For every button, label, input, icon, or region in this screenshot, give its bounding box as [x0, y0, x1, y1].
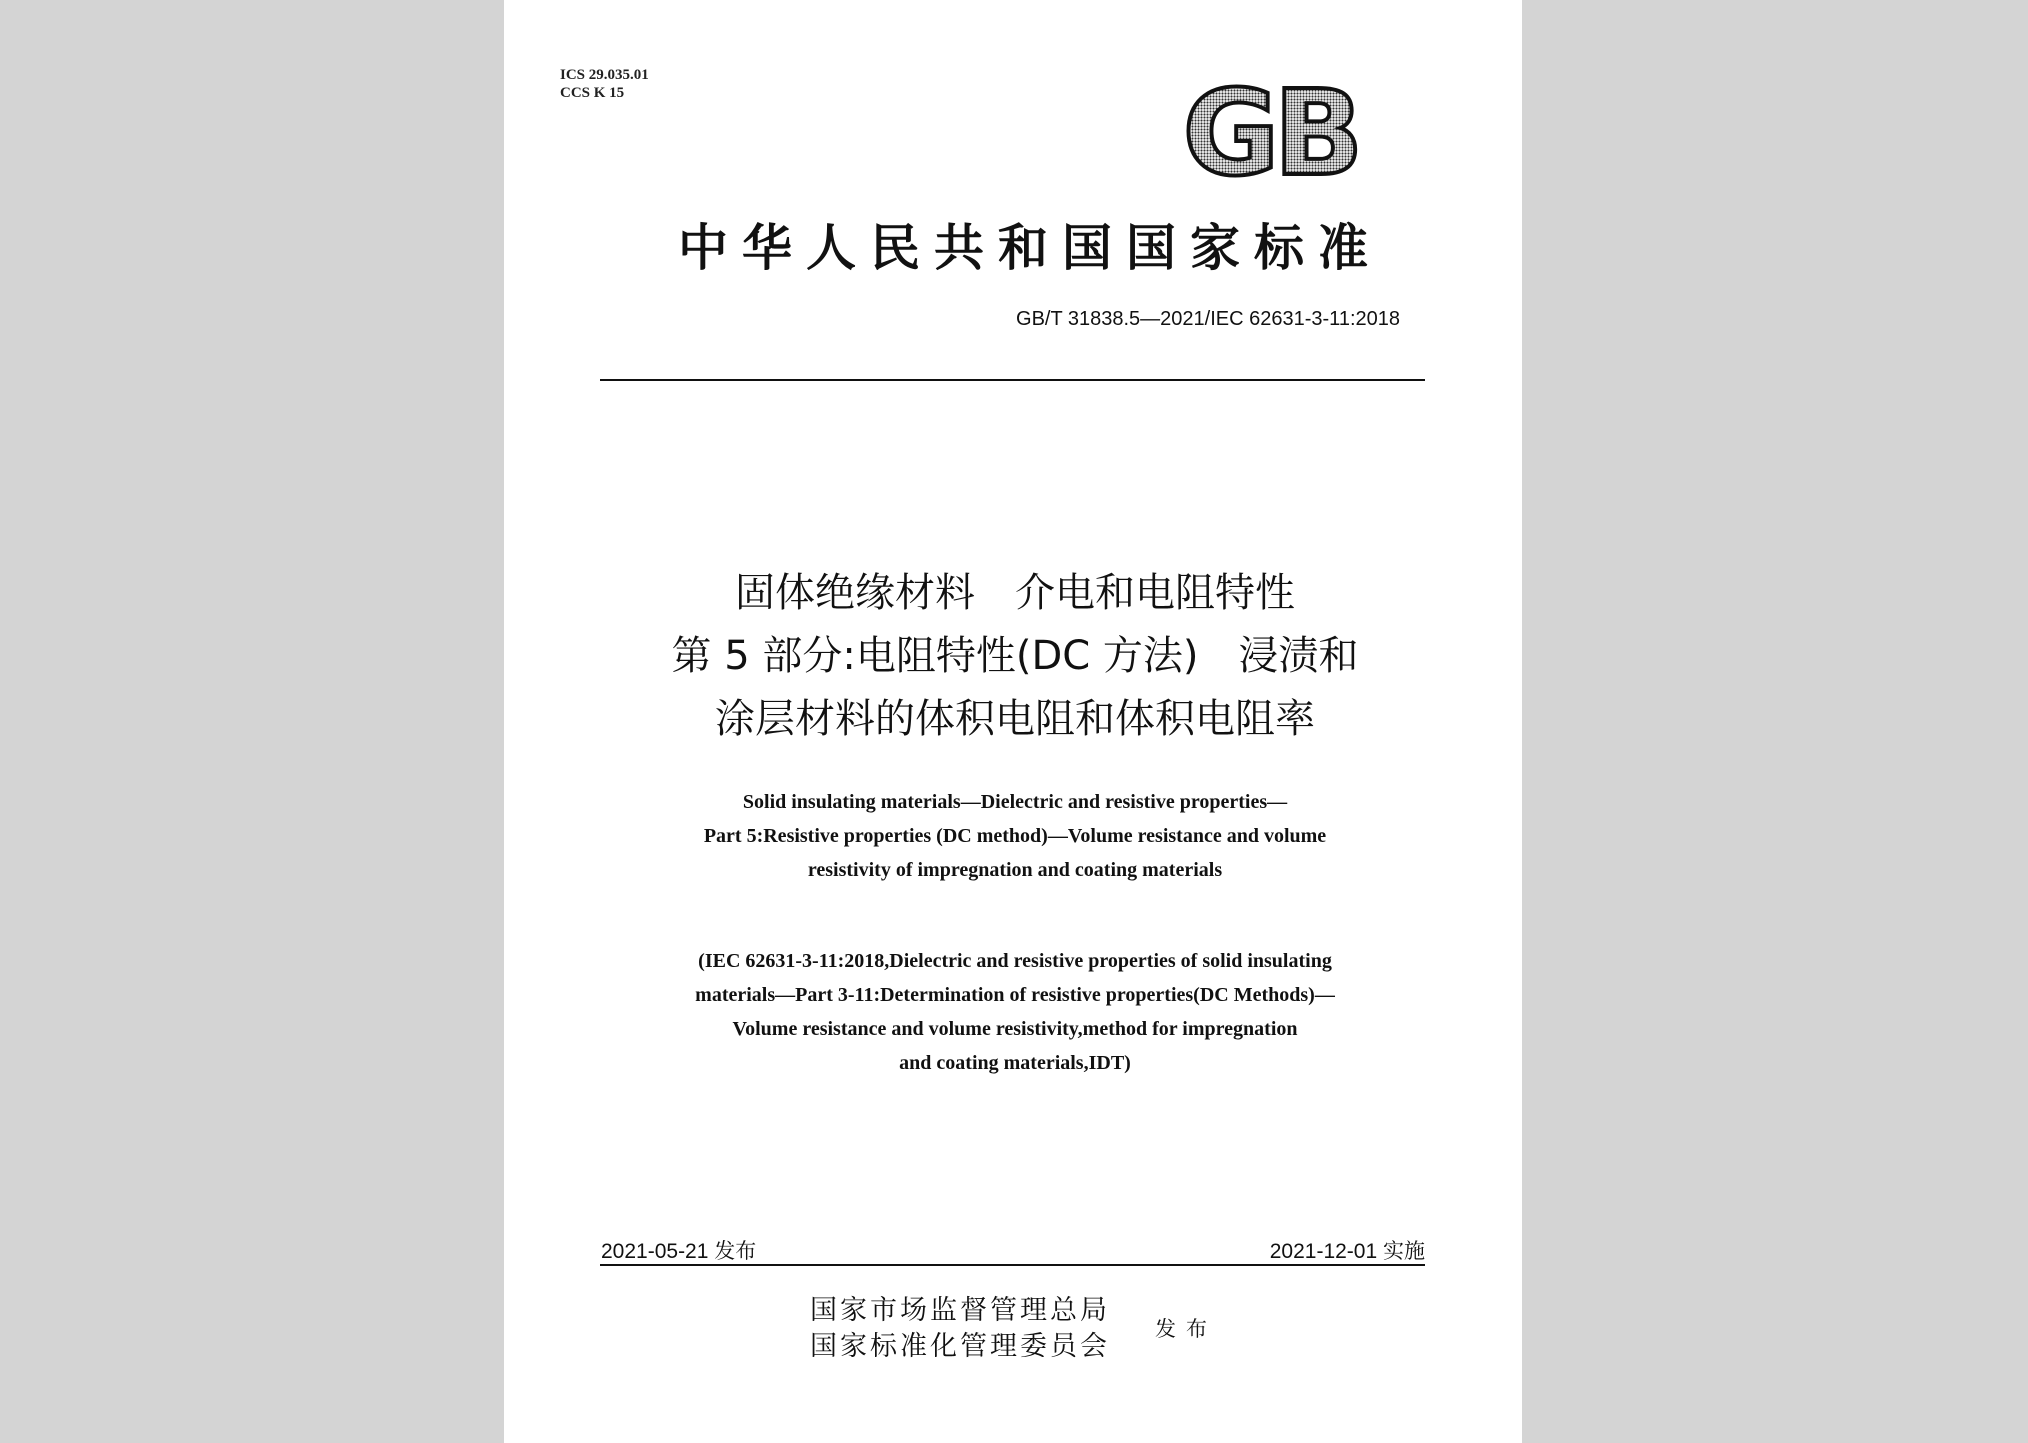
- issuer-sac: 国家标准化管理委员会: [810, 1331, 1110, 1362]
- gb-logo-text: GB: [1182, 80, 1358, 185]
- issuing-organizations: [810, 1293, 1110, 1365]
- iec-reference: [560, 944, 1470, 1080]
- issue-date: 2021-05-21 发布: [601, 1240, 757, 1263]
- bottom-divider: [600, 1264, 1425, 1266]
- iec-reference-line-2: materials—Part 3-11:Determination of resistive properties(DC Methods)—: [695, 984, 1335, 1006]
- ics-code: ICS 29.035.01: [560, 67, 649, 83]
- iec-reference-line-3: Volume resistance and volume resistivity,method for impregnation: [732, 1018, 1298, 1040]
- chinese-title: [520, 562, 1510, 751]
- classification-codes: [560, 66, 649, 102]
- gb-logo: [1170, 80, 1375, 185]
- implementation-date: 2021-12-01 实施: [1269, 1240, 1425, 1263]
- chinese-title-line-2: 第 5 部分:电阻特性(DC 方法) 浸渍和: [671, 633, 1359, 679]
- chinese-title-line-3: 涂层材料的体积电阻和体积电阻率: [715, 696, 1315, 742]
- iec-reference-line-4: and coating materials,IDT): [899, 1052, 1131, 1074]
- top-divider: [600, 379, 1425, 381]
- english-title-line-3: resistivity of impregnation and coating materials: [807, 859, 1223, 881]
- english-title: [560, 785, 1470, 887]
- iec-reference-line-1: (IEC 62631-3-11:2018,Dielectric and resistive properties of solid insulating: [698, 950, 1332, 972]
- national-standard-title: 中华人民共和国国家标准: [678, 219, 1382, 277]
- chinese-title-line-1: 固体绝缘材料 介电和电阻特性: [735, 570, 1295, 616]
- publish-label: 发布: [1155, 1317, 1217, 1341]
- english-title-line-1: Solid insulating materials—Dielectric and resistive properties—: [742, 791, 1288, 813]
- ccs-code: CCS K 15: [560, 85, 625, 101]
- issuer-samr: 国家市场监督管理总局: [810, 1295, 1110, 1326]
- standard-number: GB/T 31838.5—2021/IEC 62631-3-11:2018: [1016, 308, 1400, 330]
- english-title-line-2: Part 5:Resistive properties (DC method)—Volume resistance and volume: [703, 825, 1327, 847]
